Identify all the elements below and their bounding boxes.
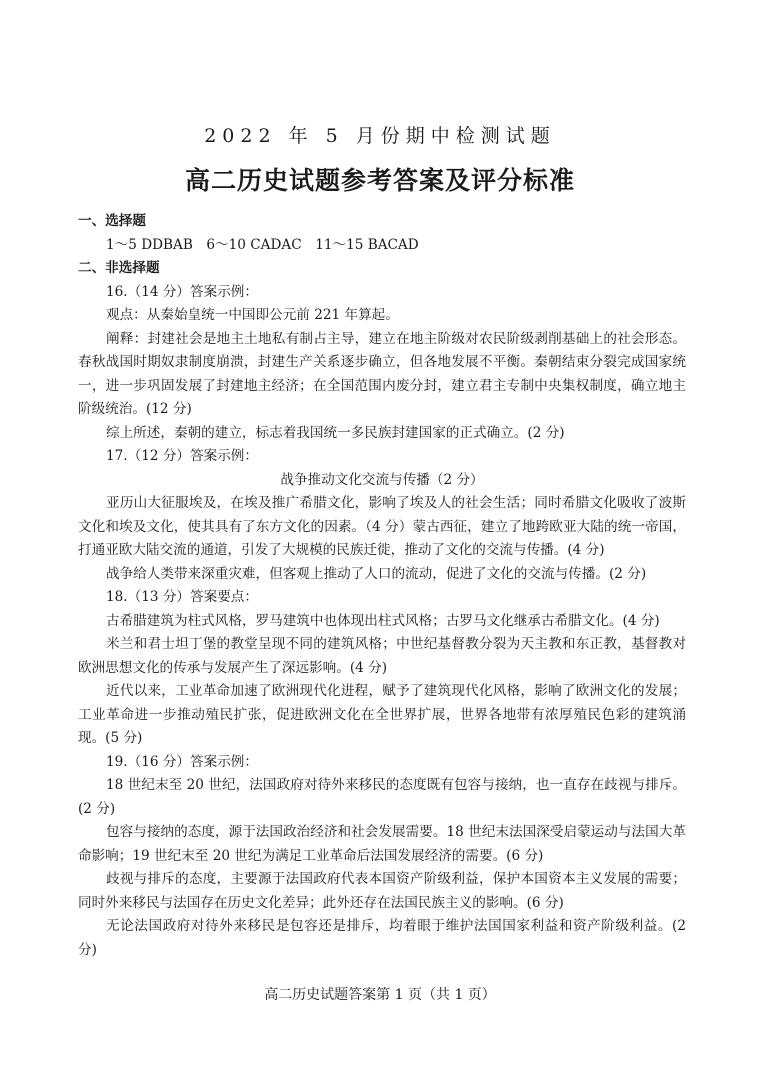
q18-label: 18.（13 分）答案要点： (106, 589, 258, 605)
q17-subtitle: 战争推动文化交流与传播（2 分） (280, 471, 484, 488)
q18-paragraph-1: 古希腊建筑为柱式风格，罗马建筑中也体现出柱式风格；古罗马文化继承古希腊文化。(4 分) (106, 612, 660, 629)
q16-conclusion: 综上所述，秦朝的建立，标志着我国统一多民族封建国家的正式确立。(2 分) (106, 424, 565, 441)
q19-paragraph-3: 歧视与排斥的态度，主要源于法国政府代表本国资产阶级利益，保护本国资本主义发展的需要；同时外来移民与法国存在历史文化差异；此外还存在法国民族主义的影响。(6 分) (78, 871, 686, 911)
q17-label: 17.（12 分）答案示例： (106, 448, 258, 464)
q18-paragraph-2: 米兰和君士坦丁堡的教堂呈现不同的建筑风格；中世纪基督教分裂为天主教和东正教，基督教对欧洲思想文化的传承与发展产生了深远影响。(4 分) (78, 636, 686, 676)
q16-explanation: 阐释：封建社会是地主土地私有制占主导，建立在地主阶级对农民阶级剥削基础上的社会形态。春秋战国时期奴隶制度崩溃，封建生产关系逐步确立，但各地发展不平衡。秦朝结束分裂完成国家统一，进一步巩固发展了封建地主经济；在全国范围内废分封，建立君主专制中央集权制度，确立地主阶级统治。(12 分) (78, 330, 686, 417)
document-title: 高二历史试题参考答案及评分标准 (184, 166, 575, 195)
q18-paragraph-3: 近代以来，工业革命加速了欧洲现代化进程，赋予了建筑现代化风格，影响了欧洲文化的发展；工业革命进一步推动殖民扩张，促进欧洲文化在全世界扩展，世界各地带有浓厚殖民色彩的建筑涌现。(5 分) (78, 683, 686, 746)
exam-title: 2022 年 5 月份期中检测试题 (204, 125, 556, 147)
section-heading-nonchoice: 二、非选择题 (78, 260, 160, 276)
page-footer: 高二历史试题答案第 1 页（共 1 页） (264, 987, 496, 1003)
q16-label: 16.（14 分）答案示例： (106, 283, 258, 300)
choice-answers: 1～5 DDBAB 6～10 CADAC 11～15 BACAD (106, 236, 419, 253)
q17-paragraph-1: 亚历山大征服埃及，在埃及推广希腊文化，影响了埃及人的社会生活；同时希腊文化吸收了波斯文化和埃及文化，使其具有了东方文化的因素。（4 分）蒙古西征，建立了地跨欧亚大陆的统一帝国，打通亚欧大陆交流的通道，引发了大规模的民族迁徙，推动了文化的交流与传播。(4 分) (78, 495, 686, 558)
q19-paragraph-1: 18 世纪末至 20 世纪，法国政府对待外来移民的态度既有包容与接纳，也一直存在歧视与排斥。(2 分) (78, 777, 686, 817)
q16-viewpoint: 观点：从秦始皇统一中国即公元前 221 年算起。 (106, 307, 399, 323)
q19-label: 19.（16 分）答案示例： (106, 753, 258, 770)
q19-paragraph-4: 无论法国政府对待外来移民是包容还是排斥，均着眼于维护法国国家利益和资产阶级利益。(2 分) (78, 918, 686, 958)
q17-paragraph-2: 战争给人类带来深重灾难，但客观上推动了人口的流动，促进了文化的交流与传播。(2 分) (106, 565, 647, 582)
q19-paragraph-2: 包容与接纳的态度，源于法国政治经济和社会发展需要。18 世纪末法国深受启蒙运动与法国大革命影响；19 世纪末至 20 世纪为满足工业革命后法国发展经济的需要。(6 分) (78, 824, 686, 864)
section-heading-choice: 一、选择题 (78, 213, 146, 229)
answer-body (78, 210, 686, 962)
